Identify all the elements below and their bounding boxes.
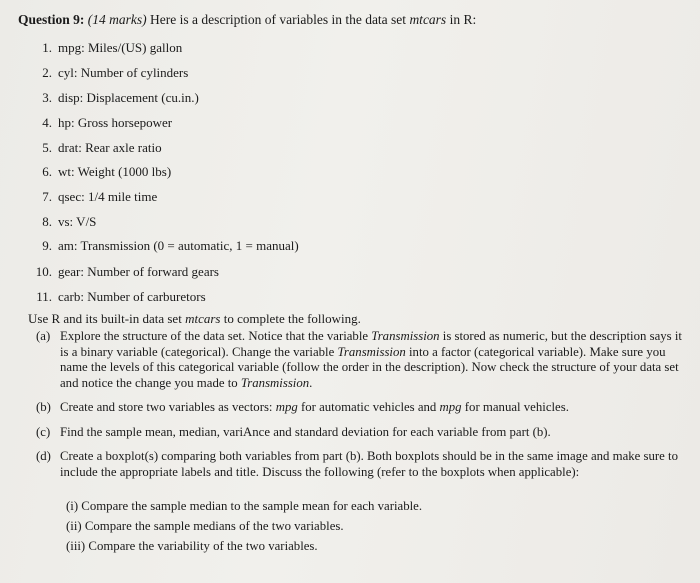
variable-item: 11. carb: Number of carburetors — [36, 289, 206, 304]
part-text: Explore the structure of the data set. Notice that the variable Transmission is stored as numeric, but the description says it is a binary variable (categorical). Change the variable Transmission into a factor (categorical variable). Make sure you name the levels of this categorical variable (follow the order in the description). Now check the structure of your data set and notice the change you made to Transmission. — [60, 329, 682, 390]
subpart-item: (ii) Compare the sample medians of the two variables. — [66, 519, 344, 533]
part-a — [36, 329, 690, 391]
question-number: Question 9: — [18, 12, 85, 27]
variable-item: 10. gear: Number of forward gears — [35, 264, 219, 279]
variable-item: 6. wt: Weight (1000 lbs) — [42, 164, 172, 179]
variable-item: 1. mpg: Miles/(US) gallon — [42, 40, 183, 55]
variable-item: 2. cyl: Number of cylinders — [42, 65, 189, 80]
part-label: (c) — [36, 425, 51, 439]
part-text: Create and store two variables as vectors: mpg for automatic vehicles and mpg for manual vehicles. — [60, 400, 569, 414]
part-b — [36, 400, 690, 416]
question-header — [18, 12, 476, 28]
variable-item: 4. hp: Gross horsepower — [42, 115, 173, 130]
part-label: (d) — [36, 449, 51, 463]
variable-item: 9. am: Transmission (0 = automatic, 1 = manual) — [42, 238, 299, 253]
part-text: Create a boxplot(s) comparing both variables from part (b). Both boxplots should be in the same image and make sure to include the appropriate labels and title. Discuss the following (refer to the boxplots when applicable): — [60, 449, 679, 479]
question-marks: (14 marks) — [87, 12, 147, 27]
dataset-name: mtcars — [409, 12, 447, 27]
part-text: Find the sample mean, median, variAnce and standard deviation for each variable from part (b). — [60, 425, 551, 439]
dataset-name: mtcars — [185, 311, 221, 326]
part-label: (a) — [36, 329, 51, 343]
instruction-text: Use R and its built-in data set mtcars to complete the following. — [28, 311, 361, 326]
variable-item: 7. qsec: 1/4 mile time — [42, 189, 158, 204]
question-intro-end: in R: — [449, 12, 477, 27]
question-intro: Here is a description of variables in the data set — [150, 12, 407, 27]
variable-item: 5. drat: Rear axle ratio — [42, 140, 162, 155]
part-d — [36, 449, 690, 480]
subpart-item: (iii) Compare the variability of the two variables. — [66, 539, 318, 553]
variable-item: 8. vs: V/S — [42, 214, 97, 229]
subpart-item: (i) Compare the sample median to the sample mean for each variable. — [66, 499, 423, 513]
part-c — [36, 425, 690, 441]
part-label: (b) — [36, 400, 51, 414]
variable-item: 3. disp: Displacement (cu.in.) — [42, 90, 199, 105]
